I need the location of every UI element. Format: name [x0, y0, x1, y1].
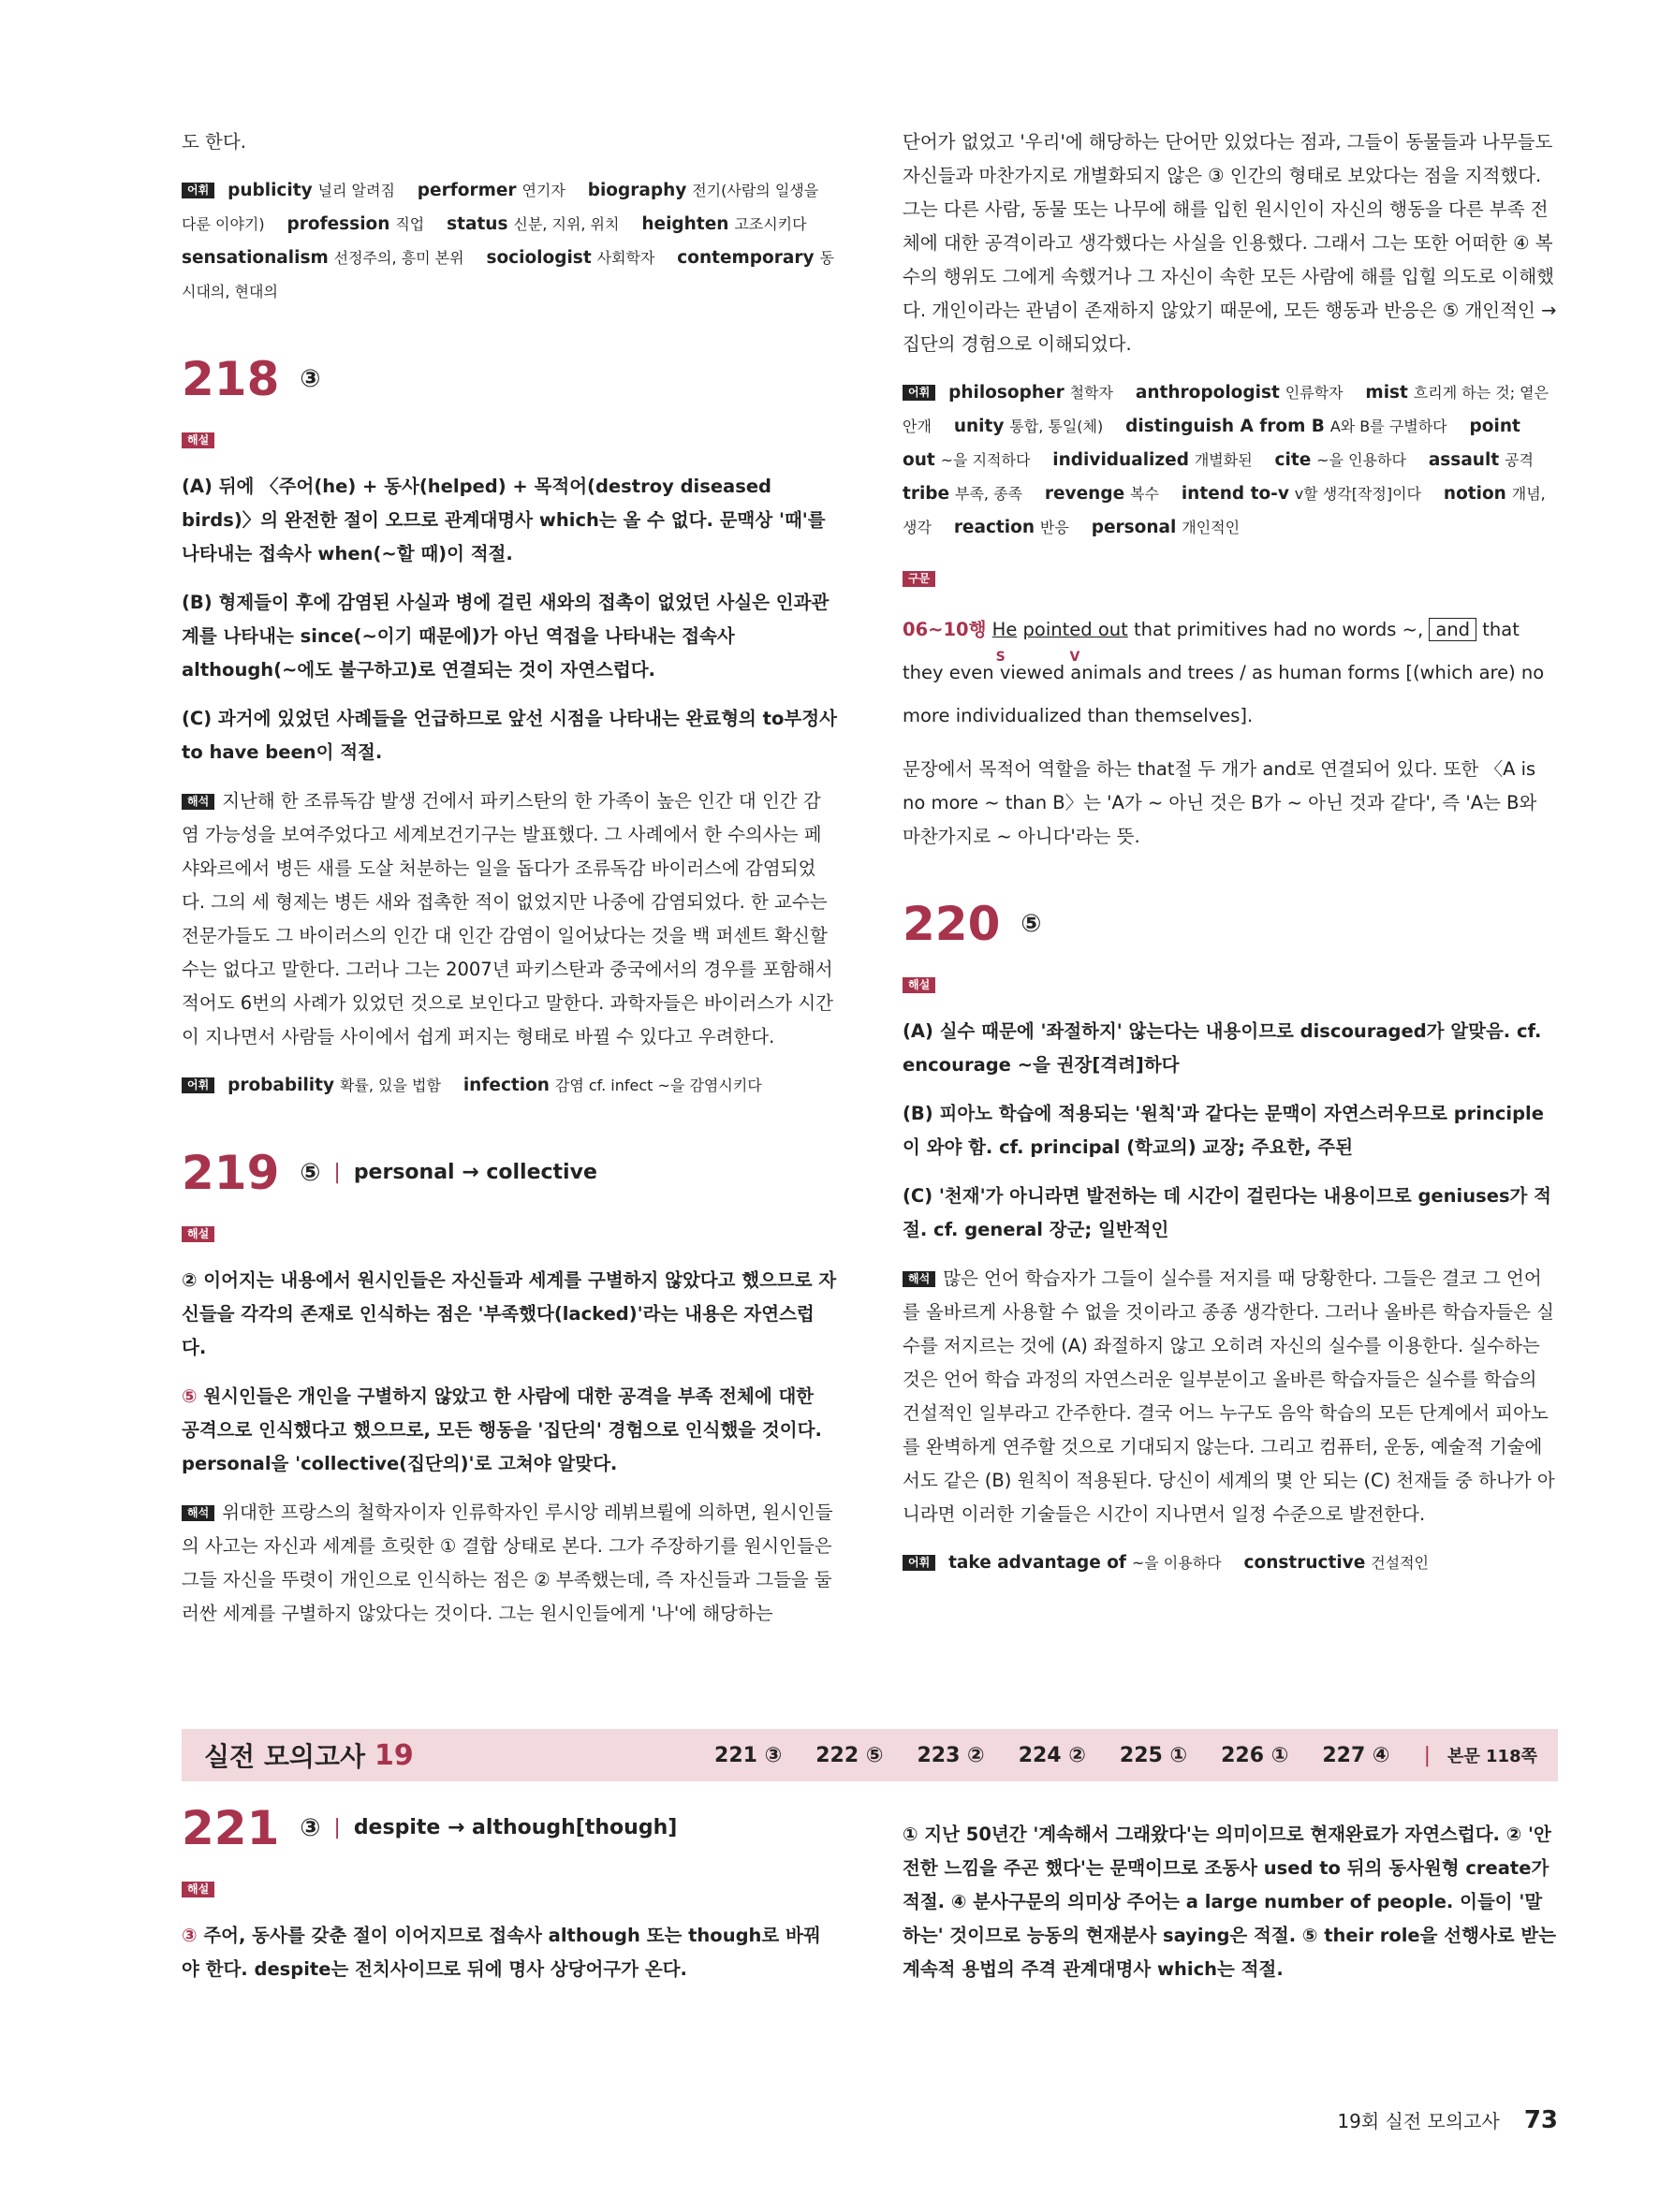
vocab-meaning: 건설적인: [1371, 1554, 1430, 1572]
vocab-meaning: ~을 지적하다: [940, 451, 1031, 469]
vocab-word: anthropologist: [1135, 383, 1280, 403]
question-221-header: [182, 1797, 837, 1859]
vocab-meaning: 선정주의, 흥미 본위: [333, 249, 464, 267]
correction: despite → although[though]: [353, 1816, 678, 1839]
question-answer: ⑤: [1021, 910, 1042, 938]
vocab-meaning: 개별화된: [1194, 451, 1253, 469]
translation-text: 위대한 프랑스의 철학자이자 인류학자인 루시앙 레뷔브륄에 의하면, 원시인들의 사고는 자신과 세계를 흐릿한 ① 결합 상태로 본다. 그가 주장하기를 원시인들은 그들 자신을 뚜렷이 개인으로 인식하는 점은 ② 부족했는데, 즉 자신들과 그들을 둘러싼 세계를 구별하지 않았다는 것이다. 그는 원시인들에게 '나'에 해당하는: [182, 1502, 833, 1624]
vocab-meaning: 널리 알려짐: [317, 182, 395, 199]
vocab-word: sociologist: [486, 248, 592, 268]
explanation-c: (C) 과거에 있었던 사례들을 언급하므로 앞선 시점을 나타내는 완료형의 to부정사 to have been이 적절.: [182, 708, 837, 763]
answer-key-item: 224 ②: [1018, 1743, 1086, 1767]
syntax-conjunction: and: [1429, 618, 1476, 641]
explanation-a: (A) 뒤에 〈주어(he) + 동사(helped) + 목적어(destroy diseased birds)〉의 완전한 절이 오므로 관계대명사 which는 올 수 없다. 문맥상 '때'를 나타내는 접속사 when(~할 때)이 적절.: [182, 476, 826, 564]
answer-key-item: 223 ②: [917, 1743, 985, 1767]
vocab-meaning: 공격: [1505, 451, 1534, 469]
question-number: 219: [182, 1146, 280, 1200]
vocab-word: unity: [953, 417, 1005, 436]
vocab-tag: 어휘: [182, 183, 214, 198]
subject-mark: S: [995, 650, 1006, 665]
vocab-meaning: 동시대의, 현대의: [182, 249, 834, 300]
explanation-b: (B) 형제들이 후에 감염된 사실과 병에 걸린 새와의 접촉이 없었던 사실은 인과관계를 나타내는 since(~이기 때문에)가 아닌 역접을 나타내는 접속사 although(~에도 불구하고)로 연결되는 것이 자연스럽다.: [182, 592, 830, 681]
page-number: 73: [1523, 2106, 1558, 2134]
vocab-meaning: 흐리게 하는 것; 옅은 안개: [903, 384, 1549, 435]
vocab-meaning: 신분, 지위, 위치: [513, 215, 620, 233]
explanation-tag: 해설: [182, 1226, 214, 1242]
vocab-block-220: [903, 1546, 1558, 1580]
question-answer: ③: [300, 365, 321, 393]
vocab-word: individualized: [1052, 450, 1189, 470]
question-answer: ⑤: [300, 1159, 321, 1187]
vocab-word: infection: [463, 1076, 550, 1095]
vocab-meaning: ~을 인용하다: [1316, 451, 1406, 469]
syntax-sentence: [903, 608, 1558, 738]
q221-left: [182, 1797, 837, 2001]
section-banner: [182, 1729, 1558, 1781]
vocab-block-1: [182, 174, 837, 309]
translation-tag: 해석: [903, 1271, 935, 1287]
answer-key-item: 226 ①: [1221, 1743, 1289, 1767]
right-column: [903, 125, 1558, 1595]
banner-number: 19: [374, 1738, 414, 1772]
question-218-header: [182, 348, 837, 410]
explanation-text: 주어, 동사를 갖춘 절이 이어지므로 접속사 although 또는 though로 바꿔야 한다. despite는 전치사이므로 뒤에 명사 상당어구가 온다.: [182, 1925, 821, 1980]
vocab-meaning: 고조시키다: [734, 215, 807, 233]
vocab-meaning: 부족, 종족: [955, 485, 1022, 503]
answer-key: [714, 1744, 1424, 1767]
syntax-tag: 구문: [903, 571, 935, 587]
vocab-meaning: 반응: [1039, 519, 1069, 536]
explanation-p1: [182, 1919, 837, 1986]
vocab-meaning: 개인적인: [1182, 519, 1241, 536]
syntax-part2: that they even viewed animals and trees / as human forms [(which are) no more individualized than themselves].: [903, 619, 1545, 726]
vocab-meaning: 사회학자: [596, 249, 655, 267]
explanation-p2: [182, 1380, 837, 1481]
vocab-word: status: [447, 214, 508, 234]
translation-tag: 해석: [182, 1505, 214, 1521]
explanation-b: (B) 피아노 학습에 적용되는 '원칙'과 같다는 문맥이 자연스러우므로 principle이 와야 함. cf. principal (학교의) 교장; 주요한, 주된: [903, 1103, 1544, 1158]
explanation-a: (A) 실수 때문에 '좌절하지' 않는다는 내용이므로 discouraged가 알맞음. cf. encourage ~을 권장[격려]하다: [903, 1020, 1542, 1076]
question-answer: ③: [300, 1814, 321, 1842]
vocab-word: profession: [286, 214, 390, 234]
explanation-text: 원시인들은 개인을 구별하지 않았고 한 사람에 대한 공격을 부족 전체에 대한 공격으로 인식했다고 했으므로, 모든 행동을 '집단의' 경험으로 인식했을 것이다. personal을 'collective(집단의)'로 고쳐야 알맞다.: [182, 1385, 822, 1474]
vocab-meaning: 감염 cf. infect ~을 감염시키다: [554, 1077, 762, 1094]
verb-mark: V: [1069, 650, 1080, 665]
vocab-word: philosopher: [948, 383, 1065, 403]
translation-text: 지난해 한 조류독감 발생 건에서 파키스탄의 한 가족이 높은 인간 대 인간 감염 가능성을 보여주었다고 세계보건기구는 발표했다. 그 사례에서 한 수의사는 페샤와르에서 병든 새를 도살 처분하는 일을 돕다가 조류독감 바이러스에 감염되었다. 그의 세 형제는 병든 새와 접촉한 적이 없었지만 나중에 감염되었다. 한 교수는 전문가들도 그 바이러스의 인간 대 인간 감염이 일어났다는 것을 백 퍼센트 확신할 수는 없다고 말한다. 그러나 그는 2007년 파키스탄과 중국에서의 경우를 포함해서 적어도 6번의 사례가 있었던 것으로 보인다고 말한다. 과학자들은 바이러스가 시간이 지나면서 사람들 사이에서 쉽게 퍼지는 형태로 바뀔 수 있다고 우려한다.: [182, 790, 834, 1047]
translation-continued: 단어가 없었고 '우리'에 해당하는 단어만 있었다는 점과, 그들이 동물들과 나무들도 자신들과 마찬가지로 개별화되지 않은 ③ 인간의 형태로 보았다는 점을 지적했다. 그는 다른 사람, 동물 또는 나무에 해를 입힌 원시인이 자신의 행동을 다른 부족 전체에 대한 공격이라고 생각했다는 사실을 인용했다. 그래서 그는 또한 어떠한 ④ 복수의 행위도 그에게 속했거나 그 자신이 속한 모든 사람에 해를 입힐 의도로 이해했다. 개인이라는 관념이 존재하지 않았기 때문에, 모든 행동과 반응은 ⑤ 개인적인 → 집단의 경험으로 이해되었다.: [903, 131, 1557, 355]
page-footer: [1337, 2106, 1558, 2134]
vocab-word: distinguish A from B: [1125, 417, 1325, 436]
left-column: [182, 125, 837, 1646]
correction: personal → collective: [353, 1161, 597, 1184]
vocab-meaning: 확률, 있을 법함: [339, 1077, 441, 1094]
vocab-word: heighten: [641, 214, 729, 234]
question-number: 221: [182, 1801, 280, 1855]
translation-tag: 해석: [182, 794, 214, 810]
vocab-word: contemporary: [677, 248, 815, 268]
vocab-meaning: 직업: [395, 215, 425, 233]
vocab-word: probability: [228, 1076, 335, 1095]
answer-key-item: 227 ④: [1322, 1743, 1390, 1767]
question-number: 220: [903, 897, 1001, 951]
vocab-block-218: [182, 1069, 837, 1103]
vocab-tag: 어휘: [182, 1077, 214, 1093]
vocab-tag: 어휘: [903, 1555, 935, 1571]
vocab-word: point out: [903, 417, 1520, 470]
question-220-header: [903, 893, 1558, 955]
syntax-explanation: 문장에서 목적어 역할을 하는 that절 두 개가 and로 연결되어 있다. 또한 〈A is no more ~ than B〉는 'A가 ~ 아닌 것은 B가 ~ 아닌 것과 같다', 즉 'A는 B와 마찬가지로 ~ 아니다'라는 뜻.: [903, 758, 1537, 847]
answer-key-item: 221 ③: [714, 1743, 783, 1767]
vocab-meaning: 전기(사람의 일생을 다룬 이야기): [182, 182, 819, 233]
explanation-tag: 해설: [903, 977, 935, 993]
vocab-meaning: ~을 이용하다: [1131, 1554, 1222, 1572]
question-219-header: [182, 1142, 837, 1204]
vocab-meaning: 철학자: [1069, 384, 1113, 402]
vocab-word: publicity: [228, 181, 313, 200]
vocab-word: mist: [1365, 383, 1408, 403]
vocab-meaning: 인류학자: [1285, 384, 1344, 402]
explanation-tag: 해설: [182, 432, 214, 448]
translation-text: 많은 언어 학습자가 그들이 실수를 저지를 때 당황한다. 그들은 결코 그 언어를 올바르게 사용할 수 없을 것이라고 종종 생각한다. 그러나 올바른 학습자들은 실수를 저지르는 것에 (A) 좌절하지 않고 오히려 자신의 실수를 이용한다. 실수하는 것은 언어 학습 과정의 자연스러운 일부분이고 올바른 학습자들은 실수를 학습의 건설적인 일부라고 간주한다. 결국 어느 누구도 음악 학습의 모든 단계에서 피아노를 완벽하게 연주할 것으로 기대되지 않는다. 그리고 컴퓨터, 운동, 예술적 기술에서도 같은 (B) 원칙이 적용된다. 당신이 세계의 몇 안 되는 (C) 천재들 중 하나가 아니라면 이러한 기술들은 시간이 지나면서 일정 수준으로 발전한다.: [903, 1267, 1555, 1525]
answer-mark: ⑤: [182, 1385, 198, 1407]
vocab-word: assault: [1428, 450, 1500, 470]
banner-page-ref: 본문 118쪽: [1446, 1747, 1537, 1766]
vocab-word: tribe: [903, 484, 950, 504]
vocab-word: notion: [1443, 484, 1506, 504]
answer-key-item: 225 ①: [1119, 1743, 1188, 1767]
vocab-word: revenge: [1044, 484, 1125, 504]
explanation-p2: ① 지난 50년간 '계속해서 그래왔다'는 의미이므로 현재완료가 자연스럽다. ② '안전한 느낌을 주곤 했다'는 문맥이므로 조동사 used to 뒤의 동사원형 create가 적절. ④ 분사구문의 의미상 주어는 a large number of people. 이들이 '말하는' 것이므로 능동의 현재분사 saying은 적절. ⑤ their role을 선행사로 받는 계속적 용법의 주격 관계대명사 which는 적절.: [903, 1824, 1557, 1980]
answer-key-item: 222 ⑤: [815, 1743, 884, 1767]
explanation-tag: 해설: [182, 1882, 214, 1897]
translation-219: [182, 1496, 837, 1631]
vocab-word: performer: [417, 181, 517, 200]
intro-line: 도 한다.: [182, 131, 246, 153]
vocab-meaning: 통합, 통일(체): [1009, 417, 1104, 435]
divider-bar: |: [333, 1816, 341, 1839]
subject: He S: [992, 619, 1018, 640]
banner-title: 실전 모의고사: [204, 1741, 366, 1772]
syntax-lines: 06~10행: [903, 619, 987, 640]
divider-bar: |: [333, 1161, 341, 1184]
translation-218: [182, 784, 837, 1054]
vocab-meaning: 복수: [1130, 485, 1159, 503]
footer-label: 19회 실전 모의고사: [1337, 2110, 1500, 2132]
explanation-c: (C) '천재'가 아니라면 발전하는 데 시간이 걸린다는 내용이므로 geniuses가 적절. cf. general 장군; 일반적인: [903, 1185, 1552, 1240]
vocab-word: cite: [1274, 450, 1312, 470]
syntax-part1: that primitives had no words ~,: [1133, 619, 1424, 640]
vocab-word: constructive: [1243, 1553, 1366, 1573]
vocab-meaning: 개념, 생각: [903, 485, 1546, 536]
translation-220: [903, 1262, 1558, 1531]
vocab-block-219: [903, 376, 1558, 545]
verb: pointed out V: [1023, 619, 1128, 640]
vocab-tag: 어휘: [903, 385, 935, 401]
vocab-word: biography: [587, 181, 687, 200]
q221-right: [903, 1818, 1558, 2001]
vocab-word: intend to-v: [1181, 484, 1289, 504]
vocab-word: reaction: [953, 518, 1035, 537]
vocab-meaning: A와 B를 구별하다: [1329, 417, 1447, 435]
vocab-word: sensationalism: [182, 248, 329, 268]
vocab-word: take advantage of: [948, 1553, 1126, 1573]
divider-bar: |: [1423, 1743, 1431, 1767]
answer-mark: ③: [182, 1925, 198, 1946]
vocab-meaning: 연기자: [521, 182, 565, 199]
vocab-word: personal: [1091, 518, 1177, 537]
vocab-meaning: v할 생각[작정]이다: [1294, 485, 1422, 503]
question-number: 218: [182, 352, 280, 406]
explanation-p1: ② 이어지는 내용에서 원시인들은 자신들과 세계를 구별하지 않았다고 했으므로 자신들을 각각의 존재로 인식하는 점은 '부족했다(lacked)'라는 내용은 자연스럽다.: [182, 1269, 837, 1358]
